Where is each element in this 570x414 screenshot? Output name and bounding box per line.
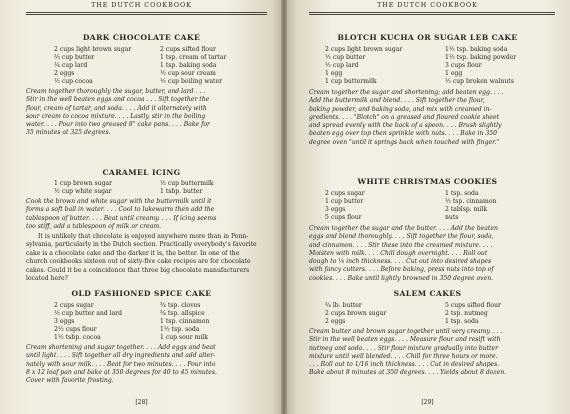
ingredient: 1 egg — [445, 70, 463, 78]
note-line: cakes. Could it be a coincidence that three big chocolate manufacturers — [26, 266, 250, 274]
ingredient: ¾ tsp. allspice — [160, 310, 205, 318]
ingredient: ¼ cup lard — [54, 62, 88, 70]
left-page — [0, 0, 283, 414]
instruction-line: until light. . . . Sift together all dry ingredients and add alter- — [26, 352, 216, 360]
right-page-header: THE DUTCH COOKBOOK — [377, 2, 478, 9]
instruction-line: and cinnamon. . . . Stir these into the creamed mixture. . . . — [309, 241, 493, 249]
ingredient: 2 cups sugar — [325, 190, 365, 197]
recipe-instructions — [309, 89, 504, 147]
ingredient: 1 cup sour milk — [160, 334, 208, 342]
recipe-title-caramel-icing: CARAMEL ICING — [102, 168, 181, 177]
instruction-line: mixture until well blended. . . . Chill for three hours or more. — [309, 352, 498, 360]
instruction-line: flour, cream of tartar, and soda. . . . Add it alternately with — [26, 104, 207, 112]
instruction-line: Cream butter and brown sugar together until very creamy. . . . — [309, 328, 503, 335]
ingredient: 3 eggs — [325, 206, 346, 214]
ingredient: ½ cup buttermilk — [160, 180, 214, 187]
note-line: It is unlikely that chocolate is enjoyed anywhere more than in Penn- — [38, 233, 249, 240]
recipe-instructions — [26, 198, 216, 231]
note-line: located here? — [26, 274, 68, 282]
ingredient: 1½ tsp. soda — [160, 326, 200, 334]
instruction-line: nately with sour milk. . . . Beat for two minutes. . . . Pour into — [26, 360, 216, 368]
ingredient: 2 cups brown sugar — [325, 310, 387, 318]
instruction-line: Cook the brown and white sugar with the buttermilk until it — [26, 198, 212, 205]
recipe-instructions — [26, 344, 217, 385]
instruction-line: Cover with favorite frosting. — [26, 377, 114, 385]
ingredient: 1 egg — [325, 70, 343, 78]
ingredient: ½ cup boiling water — [160, 78, 223, 86]
book-gutter — [281, 0, 287, 414]
ingredient: 2 cups light brown sugar — [325, 46, 403, 53]
recipe-instructions — [309, 328, 506, 378]
ingredient-list-right — [160, 46, 226, 86]
ingredient: 2 eggs — [54, 70, 75, 78]
note-line: church cookbooks sixteen out of sixty-five cake recipes are for chocolate — [26, 258, 251, 266]
ingredient: ½ cup broken walnuts — [445, 78, 514, 86]
header-rule — [309, 14, 555, 15]
instruction-line: Stir in the well beaten eggs and cocoa . . . Sift together the — [26, 96, 210, 104]
ingredient-list-left — [325, 302, 386, 326]
instruction-line: cookies. . . . Bake until lightly browned in 350 degree oven. — [309, 274, 494, 282]
ingredient: 1 cup brown sugar — [54, 180, 113, 187]
instruction-line: Cream shortening and sugar together. . . . Add eggs and beat — [26, 344, 216, 351]
ingredient: 2 tablsp. milk — [445, 206, 488, 214]
ingredient: ½ cup butter — [325, 54, 366, 62]
instruction-line: nutmeg and soda. . . . Stir flour mixture gradually into butter — [309, 344, 499, 352]
instruction-line: too stiff, add a tablespoon of milk or cream. — [26, 222, 162, 230]
instruction-line: baking powder, and baking soda, and mix with creamed in- — [309, 105, 492, 113]
instruction-line: and spread evenly with the back of a spoon. . . . Brush slightly — [309, 122, 502, 130]
ingredient: 1 tsp. baking soda — [160, 62, 217, 70]
instruction-line: 35 minutes at 325 degrees. — [26, 129, 111, 137]
instruction-line: Stir in the well beaten eggs. . . . Measure flour and resift with — [309, 336, 501, 344]
ingredient-list-left — [54, 302, 122, 342]
ingredient: ½ cup sour cream — [160, 70, 216, 78]
instruction-line: Cream together the sugar and the butter. . . . Add the beaten — [309, 225, 498, 232]
ingredient: 1 tsbp. butter — [160, 188, 203, 196]
instruction-line: Cream together the sugar and shortening; add beaten egg. . . . — [309, 89, 504, 96]
ingredient-list-left — [54, 180, 112, 196]
ingredient: 2 tsp. nutmeg — [445, 310, 488, 318]
ingredient: 3 eggs — [54, 318, 75, 326]
note-line: sylvania, particularly in the Dutch section. Practically everybody's favorite — [26, 241, 257, 249]
ingredient: ½ cup lard — [325, 62, 359, 70]
ingredient: 1 cup buttermilk — [325, 78, 377, 86]
ingredient: 2½ cups flour — [54, 326, 97, 334]
ingredient-list-left — [325, 190, 365, 222]
ingredient: 1½ tsbp. cocoa — [54, 334, 101, 342]
ingredient: 1 tsp. cinnamon — [160, 318, 210, 326]
ingredient: ½ cup white sugar — [54, 188, 112, 196]
instruction-line: Add the buttermilk and blend. . . . Sift together the flour, — [309, 97, 485, 105]
ingredient: nuts — [445, 214, 459, 222]
instruction-line: dough to ⅛ inch thickness. . . . Cut out into desired shapes — [309, 258, 492, 266]
instruction-line: forms a soft ball in water. . . . Cool to lukewarm then add the — [26, 206, 215, 214]
ingredient: ½ tsp. cinnamon — [445, 198, 497, 206]
ingredient-list-left — [54, 46, 131, 86]
ingredient: ½ cup cocoa — [54, 78, 93, 86]
instruction-line: tablespoon of butter. . . . Beat until creamy. . . . If icing seems — [26, 214, 217, 222]
instruction-line: . . . Roll out to 1/16 inch thickness. . . . Cut in desired shapes. — [309, 361, 500, 369]
instruction-line: with fancy cutters. . . . Before baking, press nuts into top of — [309, 266, 494, 274]
instruction-line: gredients. . . . "Blotch" on a greased and floured cookie sheet — [309, 113, 500, 121]
recipe-title-white-christmas-cookies: WHITE CHRISTMAS COOKIES — [357, 177, 498, 186]
page-number: [29] — [421, 399, 434, 406]
instruction-line: degree oven "until it springs back when touched with finger." — [309, 138, 500, 146]
ingredient-list-right — [445, 190, 496, 222]
ingredient: ½ cup butter and lard — [54, 310, 122, 318]
recipe-title-blotch-kucha: BLOTCH KUCHA OR SUGAR LEB CAKE — [337, 33, 518, 42]
ingredient: 5 cups flour — [325, 214, 362, 222]
ingredient: ¾ tsp. cloves — [160, 302, 201, 309]
ingredient: 2 cups sifted flour — [160, 46, 216, 53]
ingredient: 1 tsp. soda — [445, 190, 479, 197]
ingredient: 1 tsp. soda — [445, 318, 479, 326]
ingredient-list-right — [445, 46, 516, 86]
ingredient: 1½ tsp. baking soda — [445, 46, 508, 53]
ingredient: 5 cups sifted flour — [445, 302, 501, 309]
recipe-instructions — [309, 225, 498, 283]
recipe-title-dark-chocolate-cake: DARK CHOCOLATE CAKE — [82, 33, 201, 42]
note-line: cake is a chocolate cake and the darker it is, the better. In one of the — [26, 249, 240, 257]
ingredient: ⅔ cup butter — [54, 54, 95, 62]
ingredient: 3 cups flour — [445, 62, 482, 70]
instruction-line: Moisten with milk. . . . Chill dough overnight. . . . Roll out — [309, 249, 488, 257]
right-page — [285, 0, 570, 414]
ingredient-list-right — [445, 302, 501, 326]
ingredient: ¾ lb. butter — [325, 302, 362, 309]
instruction-line: beaten egg over top then sprinkle with nuts. . . . Bake in 350 — [309, 130, 497, 138]
recipe-instructions — [26, 88, 210, 138]
ingredient-list-right — [160, 180, 214, 196]
ingredient: 2 cups light brown sugar — [54, 46, 132, 53]
ingredient-list-right — [160, 302, 209, 342]
header-rule — [26, 12, 267, 13]
ingredient: 1½ tsp. baking powder — [445, 54, 517, 62]
ingredient: 1 cup butter — [325, 198, 364, 206]
instruction-line: Bake about 8 minutes at 350 degrees. . . . Yields about 8 dozen. — [309, 369, 507, 377]
header-rule — [309, 12, 555, 13]
instruction-line: 8 x 12 loaf pan and bake at 350 degrees for 40 to 45 minutes. — [26, 368, 217, 376]
ingredient-list-left — [325, 46, 402, 86]
instruction-line: sour cream to cocoa mixture. . . . Lastly, stir in the boiling — [26, 112, 206, 120]
header-rule — [26, 14, 267, 15]
recipe-title-salem-cakes: SALEM CAKES — [393, 289, 462, 298]
instruction-line: eggs and blend thoroughly. . . . Sift together the flour, soda, — [309, 233, 494, 241]
recipe-title-spice-cake: OLD FASHIONED SPICE CAKE — [71, 289, 212, 298]
page-number: [28] — [135, 399, 148, 406]
ingredient: 2 eggs — [325, 318, 346, 326]
left-page-header: THE DUTCH COOKBOOK — [91, 2, 192, 9]
ingredient: 1 tsp. cream of tartar — [160, 54, 227, 62]
historical-note — [26, 233, 257, 283]
instruction-line: water. . . . Pour into two greased 8" cake pans. . . . Bake for — [26, 121, 210, 129]
instruction-line: Cream together thoroughly the sugar, butter, and lard . . . — [26, 88, 206, 95]
ingredient: 2 cups sugar — [54, 302, 94, 309]
